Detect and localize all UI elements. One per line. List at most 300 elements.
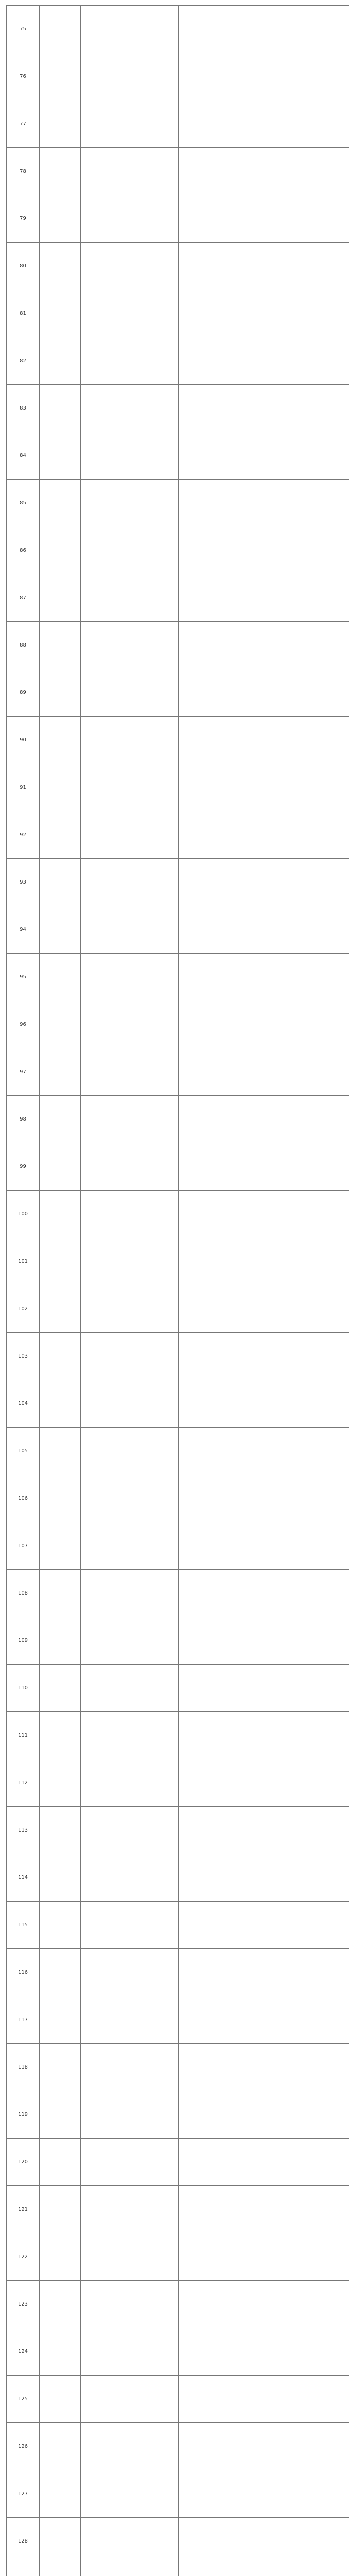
unit-cell	[40, 859, 81, 906]
contact-cell	[277, 1807, 349, 1854]
education-cell	[179, 1285, 211, 1333]
job-type-cell	[239, 1238, 277, 1285]
position-cell	[125, 2470, 179, 2518]
row-number-cell: 115	[7, 1902, 40, 1949]
contact-cell	[277, 2044, 349, 2091]
job-type-cell	[239, 1191, 277, 1238]
education-cell	[179, 243, 211, 290]
table-row	[7, 337, 349, 385]
contact-cell	[277, 1238, 349, 1285]
headcount-cell	[211, 2139, 239, 2186]
job-type-cell	[239, 811, 277, 859]
table-row	[7, 527, 349, 574]
unit-cell	[40, 100, 81, 148]
unit-cell	[40, 148, 81, 195]
contact-cell	[277, 1001, 349, 1048]
education-cell	[179, 1428, 211, 1475]
position-cell	[125, 1617, 179, 1665]
job-type-cell	[239, 337, 277, 385]
unit-cell	[40, 954, 81, 1001]
unit-cell	[40, 1902, 81, 1949]
row-number-cell: 108	[7, 1570, 40, 1617]
table-row	[7, 1854, 349, 1902]
row-number-cell: 75	[7, 6, 40, 53]
department-cell	[81, 195, 125, 243]
headcount-cell	[211, 527, 239, 574]
contact-cell	[277, 1143, 349, 1191]
table-row	[7, 2044, 349, 2091]
contact-cell	[277, 1475, 349, 1522]
row-number-cell: 93	[7, 859, 40, 906]
position-cell	[125, 53, 179, 100]
contact-cell	[277, 1617, 349, 1665]
education-cell	[179, 385, 211, 432]
unit-cell	[40, 622, 81, 669]
headcount-cell	[211, 764, 239, 811]
table-row	[7, 2376, 349, 2423]
education-cell	[179, 2091, 211, 2139]
unit-cell	[40, 2281, 81, 2328]
unit-cell	[40, 1712, 81, 1759]
department-cell	[81, 1238, 125, 1285]
table-row	[7, 2565, 349, 2576]
job-type-cell	[239, 954, 277, 1001]
table-row	[7, 1001, 349, 1048]
contact-cell	[277, 2328, 349, 2376]
education-cell	[179, 1854, 211, 1902]
headcount-cell	[211, 1949, 239, 1996]
contact-cell	[277, 954, 349, 1001]
education-cell	[179, 1001, 211, 1048]
job-type-cell	[239, 622, 277, 669]
job-type-cell	[239, 1996, 277, 2044]
table-row	[7, 2328, 349, 2376]
position-cell	[125, 1096, 179, 1143]
row-number-cell: 77	[7, 100, 40, 148]
headcount-cell	[211, 2186, 239, 2233]
job-type-cell	[239, 574, 277, 622]
position-cell	[125, 385, 179, 432]
table-row	[7, 195, 349, 243]
education-cell	[179, 717, 211, 764]
contact-cell	[277, 1333, 349, 1380]
department-cell	[81, 1475, 125, 1522]
table-row	[7, 1949, 349, 1996]
contact-cell	[277, 2091, 349, 2139]
department-cell	[81, 2044, 125, 2091]
department-cell	[81, 1380, 125, 1428]
unit-cell	[40, 1854, 81, 1902]
education-cell	[179, 1949, 211, 1996]
position-cell	[125, 1522, 179, 1570]
department-cell	[81, 622, 125, 669]
department-cell	[81, 1759, 125, 1807]
education-cell	[179, 1617, 211, 1665]
unit-cell	[40, 2376, 81, 2423]
row-number-cell: 80	[7, 243, 40, 290]
education-cell	[179, 1096, 211, 1143]
department-cell	[81, 906, 125, 954]
headcount-cell	[211, 1712, 239, 1759]
row-number-cell: 122	[7, 2233, 40, 2281]
headcount-cell	[211, 385, 239, 432]
table-row	[7, 811, 349, 859]
education-cell	[179, 53, 211, 100]
contact-cell	[277, 1191, 349, 1238]
contact-cell	[277, 764, 349, 811]
contact-cell	[277, 2565, 349, 2576]
headcount-cell	[211, 290, 239, 337]
education-cell	[179, 859, 211, 906]
education-cell	[179, 2328, 211, 2376]
headcount-cell	[211, 574, 239, 622]
department-cell	[81, 2139, 125, 2186]
job-type-cell	[239, 100, 277, 148]
unit-cell	[40, 1143, 81, 1191]
row-number-cell: 125	[7, 2376, 40, 2423]
table-row	[7, 1665, 349, 1712]
headcount-cell	[211, 2518, 239, 2565]
table-row	[7, 1191, 349, 1238]
unit-cell	[40, 337, 81, 385]
job-type-cell	[239, 148, 277, 195]
headcount-cell	[211, 2565, 239, 2576]
row-number-cell: 123	[7, 2281, 40, 2328]
position-cell	[125, 669, 179, 717]
table-row	[7, 1475, 349, 1522]
education-cell	[179, 2565, 211, 2576]
row-number-cell: 105	[7, 1428, 40, 1475]
education-cell	[179, 2423, 211, 2470]
contact-cell	[277, 2139, 349, 2186]
table-row	[7, 1902, 349, 1949]
position-cell	[125, 1191, 179, 1238]
unit-cell	[40, 764, 81, 811]
job-type-cell	[239, 1333, 277, 1380]
position-cell	[125, 432, 179, 480]
education-cell	[179, 669, 211, 717]
position-cell	[125, 480, 179, 527]
unit-cell	[40, 1617, 81, 1665]
contact-cell	[277, 385, 349, 432]
position-cell	[125, 1048, 179, 1096]
table-row	[7, 2423, 349, 2470]
job-type-cell	[239, 2423, 277, 2470]
job-type-cell	[239, 1475, 277, 1522]
job-type-cell	[239, 1617, 277, 1665]
department-cell	[81, 100, 125, 148]
position-cell	[125, 1854, 179, 1902]
job-type-cell	[239, 717, 277, 764]
position-cell	[125, 1001, 179, 1048]
education-cell	[179, 1712, 211, 1759]
education-cell	[179, 764, 211, 811]
headcount-cell	[211, 1522, 239, 1570]
education-cell	[179, 100, 211, 148]
unit-cell	[40, 2328, 81, 2376]
table-row	[7, 1712, 349, 1759]
table-row	[7, 2470, 349, 2518]
table-row	[7, 2091, 349, 2139]
contact-cell	[277, 1428, 349, 1475]
education-cell	[179, 2233, 211, 2281]
position-cell	[125, 1949, 179, 1996]
unit-cell	[40, 1096, 81, 1143]
row-number-cell: 95	[7, 954, 40, 1001]
row-number-cell: 104	[7, 1380, 40, 1428]
table-row	[7, 1522, 349, 1570]
position-cell	[125, 717, 179, 764]
unit-cell	[40, 1475, 81, 1522]
job-table	[6, 5, 349, 2576]
position-cell	[125, 1902, 179, 1949]
department-cell	[81, 480, 125, 527]
department-cell	[81, 1949, 125, 1996]
row-number-cell: 112	[7, 1759, 40, 1807]
row-number-cell: 110	[7, 1665, 40, 1712]
table-row	[7, 53, 349, 100]
row-number-cell: 100	[7, 1191, 40, 1238]
table-row	[7, 1285, 349, 1333]
headcount-cell	[211, 6, 239, 53]
position-cell	[125, 6, 179, 53]
table-row	[7, 2139, 349, 2186]
department-cell	[81, 1570, 125, 1617]
table-row	[7, 6, 349, 53]
row-number-cell: 94	[7, 906, 40, 954]
unit-cell	[40, 1759, 81, 1807]
contact-cell	[277, 1522, 349, 1570]
department-cell	[81, 574, 125, 622]
contact-cell	[277, 1854, 349, 1902]
department-cell	[81, 2565, 125, 2576]
job-type-cell	[239, 1522, 277, 1570]
job-type-cell	[239, 2233, 277, 2281]
headcount-cell	[211, 195, 239, 243]
education-cell	[179, 2376, 211, 2423]
row-number-cell: 124	[7, 2328, 40, 2376]
unit-cell	[40, 1570, 81, 1617]
contact-cell	[277, 1902, 349, 1949]
headcount-cell	[211, 1380, 239, 1428]
unit-cell	[40, 1048, 81, 1096]
education-cell	[179, 1807, 211, 1854]
contact-cell	[277, 1285, 349, 1333]
headcount-cell	[211, 1001, 239, 1048]
job-type-cell	[239, 1285, 277, 1333]
row-number-cell: 99	[7, 1143, 40, 1191]
education-cell	[179, 2044, 211, 2091]
department-cell	[81, 2518, 125, 2565]
unit-cell	[40, 2518, 81, 2565]
table-row	[7, 1143, 349, 1191]
job-type-cell	[239, 1759, 277, 1807]
table-row	[7, 480, 349, 527]
department-cell	[81, 1143, 125, 1191]
department-cell	[81, 1333, 125, 1380]
education-cell	[179, 2139, 211, 2186]
headcount-cell	[211, 1191, 239, 1238]
department-cell	[81, 290, 125, 337]
contact-cell	[277, 2281, 349, 2328]
row-number-cell: 102	[7, 1285, 40, 1333]
row-number-cell: 83	[7, 385, 40, 432]
education-cell	[179, 1333, 211, 1380]
table-row	[7, 100, 349, 148]
job-type-cell	[239, 2565, 277, 2576]
unit-cell	[40, 53, 81, 100]
position-cell	[125, 859, 179, 906]
table-row	[7, 622, 349, 669]
education-cell	[179, 1048, 211, 1096]
row-number-cell: 87	[7, 574, 40, 622]
headcount-cell	[211, 1759, 239, 1807]
job-type-cell	[239, 2139, 277, 2186]
row-number-cell	[7, 2565, 40, 2576]
contact-cell	[277, 1996, 349, 2044]
department-cell	[81, 1807, 125, 1854]
unit-cell	[40, 385, 81, 432]
row-number-cell: 127	[7, 2470, 40, 2518]
education-cell	[179, 1570, 211, 1617]
department-cell	[81, 53, 125, 100]
row-number-cell: 126	[7, 2423, 40, 2470]
department-cell	[81, 1617, 125, 1665]
position-cell	[125, 2518, 179, 2565]
department-cell	[81, 1428, 125, 1475]
education-cell	[179, 2281, 211, 2328]
unit-cell	[40, 243, 81, 290]
position-cell	[125, 2328, 179, 2376]
job-type-cell	[239, 2091, 277, 2139]
job-type-cell	[239, 1428, 277, 1475]
headcount-cell	[211, 1807, 239, 1854]
department-cell	[81, 432, 125, 480]
headcount-cell	[211, 811, 239, 859]
position-cell	[125, 622, 179, 669]
row-number-cell: 97	[7, 1048, 40, 1096]
department-cell	[81, 1001, 125, 1048]
department-cell	[81, 2328, 125, 2376]
education-cell	[179, 1759, 211, 1807]
contact-cell	[277, 1665, 349, 1712]
headcount-cell	[211, 1902, 239, 1949]
education-cell	[179, 337, 211, 385]
contact-cell	[277, 2233, 349, 2281]
row-number-cell: 78	[7, 148, 40, 195]
education-cell	[179, 1475, 211, 1522]
unit-cell	[40, 195, 81, 243]
contact-cell	[277, 243, 349, 290]
row-number-cell: 81	[7, 290, 40, 337]
job-type-cell	[239, 1380, 277, 1428]
unit-cell	[40, 1191, 81, 1238]
job-type-cell	[239, 53, 277, 100]
row-number-cell: 89	[7, 669, 40, 717]
department-cell	[81, 2376, 125, 2423]
position-cell	[125, 1712, 179, 1759]
headcount-cell	[211, 1333, 239, 1380]
headcount-cell	[211, 1285, 239, 1333]
row-number-cell: 79	[7, 195, 40, 243]
unit-cell	[40, 574, 81, 622]
headcount-cell	[211, 1475, 239, 1522]
unit-cell	[40, 1807, 81, 1854]
position-cell	[125, 2423, 179, 2470]
table-row	[7, 906, 349, 954]
headcount-cell	[211, 2091, 239, 2139]
department-cell	[81, 1996, 125, 2044]
education-cell	[179, 290, 211, 337]
department-cell	[81, 337, 125, 385]
department-cell	[81, 6, 125, 53]
job-type-cell	[239, 2186, 277, 2233]
education-cell	[179, 1238, 211, 1285]
position-cell	[125, 574, 179, 622]
headcount-cell	[211, 2470, 239, 2518]
row-number-cell: 116	[7, 1949, 40, 1996]
table-row	[7, 290, 349, 337]
contact-cell	[277, 1759, 349, 1807]
contact-cell	[277, 574, 349, 622]
headcount-cell	[211, 1617, 239, 1665]
job-type-cell	[239, 385, 277, 432]
table-row	[7, 574, 349, 622]
contact-cell	[277, 148, 349, 195]
job-type-cell	[239, 243, 277, 290]
row-number-cell: 128	[7, 2518, 40, 2565]
job-type-cell	[239, 2470, 277, 2518]
unit-cell	[40, 290, 81, 337]
position-cell	[125, 148, 179, 195]
table-row	[7, 432, 349, 480]
education-cell	[179, 574, 211, 622]
unit-cell	[40, 669, 81, 717]
education-cell	[179, 1191, 211, 1238]
table-row	[7, 1570, 349, 1617]
job-type-cell	[239, 195, 277, 243]
job-type-cell	[239, 2518, 277, 2565]
education-cell	[179, 906, 211, 954]
headcount-cell	[211, 2281, 239, 2328]
education-cell	[179, 1665, 211, 1712]
row-number-cell: 119	[7, 2091, 40, 2139]
position-cell	[125, 2044, 179, 2091]
department-cell	[81, 1191, 125, 1238]
department-cell	[81, 954, 125, 1001]
position-cell	[125, 1285, 179, 1333]
contact-cell	[277, 1570, 349, 1617]
position-cell	[125, 1428, 179, 1475]
unit-cell	[40, 1001, 81, 1048]
position-cell	[125, 527, 179, 574]
department-cell	[81, 859, 125, 906]
table-row	[7, 1238, 349, 1285]
headcount-cell	[211, 2328, 239, 2376]
position-cell	[125, 1570, 179, 1617]
table-row	[7, 2233, 349, 2281]
job-type-cell	[239, 1949, 277, 1996]
contact-cell	[277, 906, 349, 954]
department-cell	[81, 2186, 125, 2233]
contact-cell	[277, 2518, 349, 2565]
unit-cell	[40, 811, 81, 859]
headcount-cell	[211, 2376, 239, 2423]
row-number-cell: 92	[7, 811, 40, 859]
education-cell	[179, 954, 211, 1001]
position-cell	[125, 290, 179, 337]
headcount-cell	[211, 100, 239, 148]
